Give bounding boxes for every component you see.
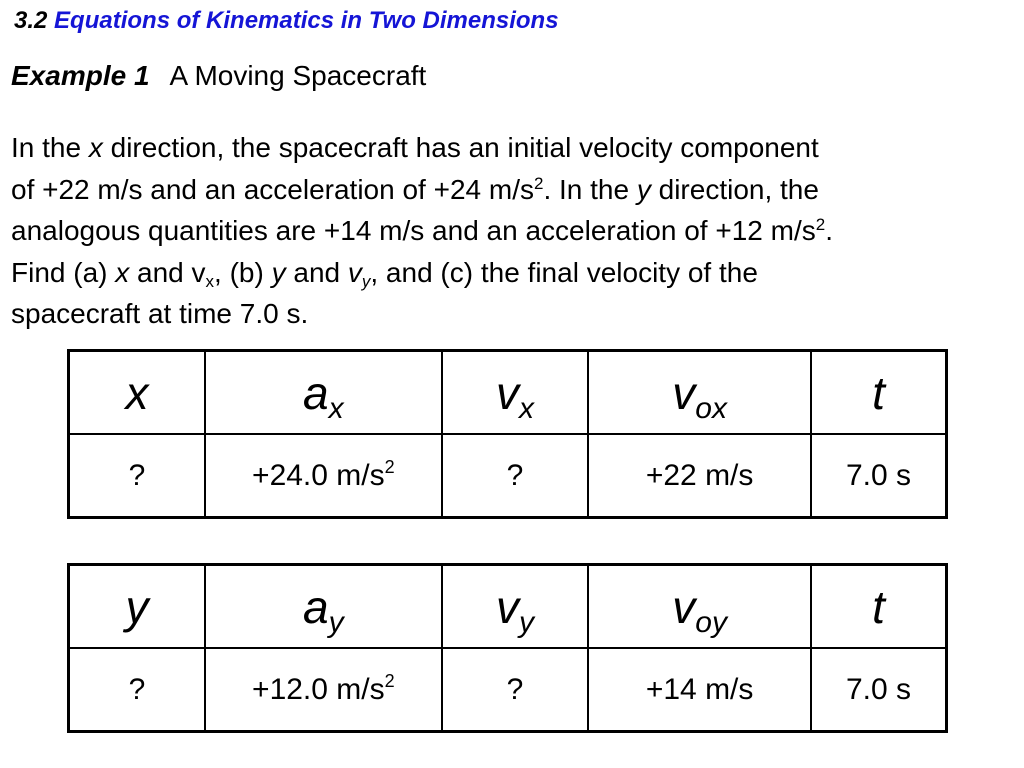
value-cell	[588, 434, 811, 518]
problem-line-3	[11, 210, 1016, 252]
problem-text: . In the	[543, 173, 637, 205]
symbol-subscript: oy	[695, 605, 727, 639]
problem-line-1	[11, 127, 1016, 169]
problem-text: , and (c) the final velocity of the	[370, 256, 758, 288]
symbol: x	[125, 366, 149, 419]
table-header-row	[69, 565, 947, 649]
value-cell	[205, 648, 442, 732]
symbol-subscript: ox	[695, 391, 727, 425]
subscript: y	[361, 271, 371, 291]
section-number: 3.2	[14, 7, 48, 34]
value-cell	[442, 648, 589, 732]
problem-text: analogous quantities are +14 m/s and an acceleration of +12 m/s	[11, 215, 816, 246]
header-cell	[69, 351, 205, 435]
symbol-subscript: x	[328, 391, 344, 425]
symbol: v	[672, 580, 696, 633]
value-cell	[69, 434, 205, 518]
problem-text: of +22 m/s and an acceleration of +24 m/s	[11, 173, 534, 205]
header-cell	[811, 565, 947, 649]
value-text: ?	[506, 672, 524, 706]
symbol: a	[303, 366, 329, 419]
example-title: A Moving Spacecraft	[169, 60, 427, 91]
symbol: t	[872, 366, 885, 419]
header-cell	[588, 351, 811, 435]
section-header	[14, 7, 559, 35]
value-cell	[205, 434, 442, 518]
symbol: t	[872, 580, 885, 633]
variable-v: v	[347, 256, 362, 288]
symbol-subscript: y	[328, 605, 344, 639]
value-cell	[811, 434, 947, 518]
section-title: Equations of Kinematics in Two Dimensions	[54, 7, 559, 34]
symbol-subscript: y	[519, 605, 534, 639]
problem-text: In the	[11, 132, 89, 163]
y-kinematics-table	[67, 563, 948, 733]
value-text: +24.0 m/s	[252, 458, 385, 492]
value-text: ?	[506, 458, 524, 492]
exponent: 2	[384, 456, 395, 477]
problem-line-4	[11, 252, 1016, 294]
value-cell	[442, 434, 589, 518]
exponent: 2	[815, 215, 826, 234]
header-cell	[69, 565, 205, 649]
variable-x: x	[88, 132, 103, 163]
symbol: a	[303, 580, 329, 633]
variable-y: y	[271, 256, 286, 288]
symbol: v	[496, 366, 519, 419]
value-cell	[69, 648, 205, 732]
exponent: 2	[384, 670, 395, 691]
symbol: y	[125, 580, 149, 633]
value-text: +22 m/s	[645, 458, 754, 492]
header-cell	[442, 351, 589, 435]
problem-line-2	[11, 169, 1016, 211]
header-cell	[442, 565, 589, 649]
problem-text: direction, the spacecraft has an initial velocity component	[102, 132, 819, 163]
value-cell	[588, 648, 811, 732]
header-cell	[205, 351, 442, 435]
variable-x: x	[115, 256, 130, 288]
value-text: 7.0 s	[845, 458, 912, 492]
table-header-row	[69, 351, 947, 435]
problem-text: and v	[129, 256, 206, 288]
value-text: +12.0 m/s	[252, 672, 385, 706]
header-cell	[588, 565, 811, 649]
subscript: x	[205, 271, 215, 291]
problem-text: Find (a)	[11, 256, 116, 288]
table-value-row	[69, 648, 947, 732]
problem-statement	[11, 127, 1016, 335]
value-text: 7.0 s	[845, 672, 912, 706]
value-text: +14 m/s	[645, 672, 754, 706]
value-text: ?	[128, 458, 146, 492]
x-kinematics-table	[67, 349, 948, 519]
symbol: v	[496, 580, 519, 633]
example-label: Example 1	[11, 60, 150, 91]
problem-text: .	[825, 215, 833, 246]
example-heading	[11, 60, 426, 92]
value-cell	[811, 648, 947, 732]
exponent: 2	[533, 173, 544, 193]
table-value-row	[69, 434, 947, 518]
header-cell	[205, 565, 442, 649]
header-cell	[811, 351, 947, 435]
variable-y: y	[636, 173, 651, 205]
symbol-subscript: x	[519, 391, 534, 425]
problem-text: and	[285, 256, 348, 288]
problem-text: direction, the	[650, 173, 819, 205]
problem-line-5: spacecraft at time 7.0 s.	[11, 298, 309, 329]
value-text: ?	[128, 672, 146, 706]
symbol: v	[672, 366, 696, 419]
problem-text: , (b)	[214, 256, 272, 288]
